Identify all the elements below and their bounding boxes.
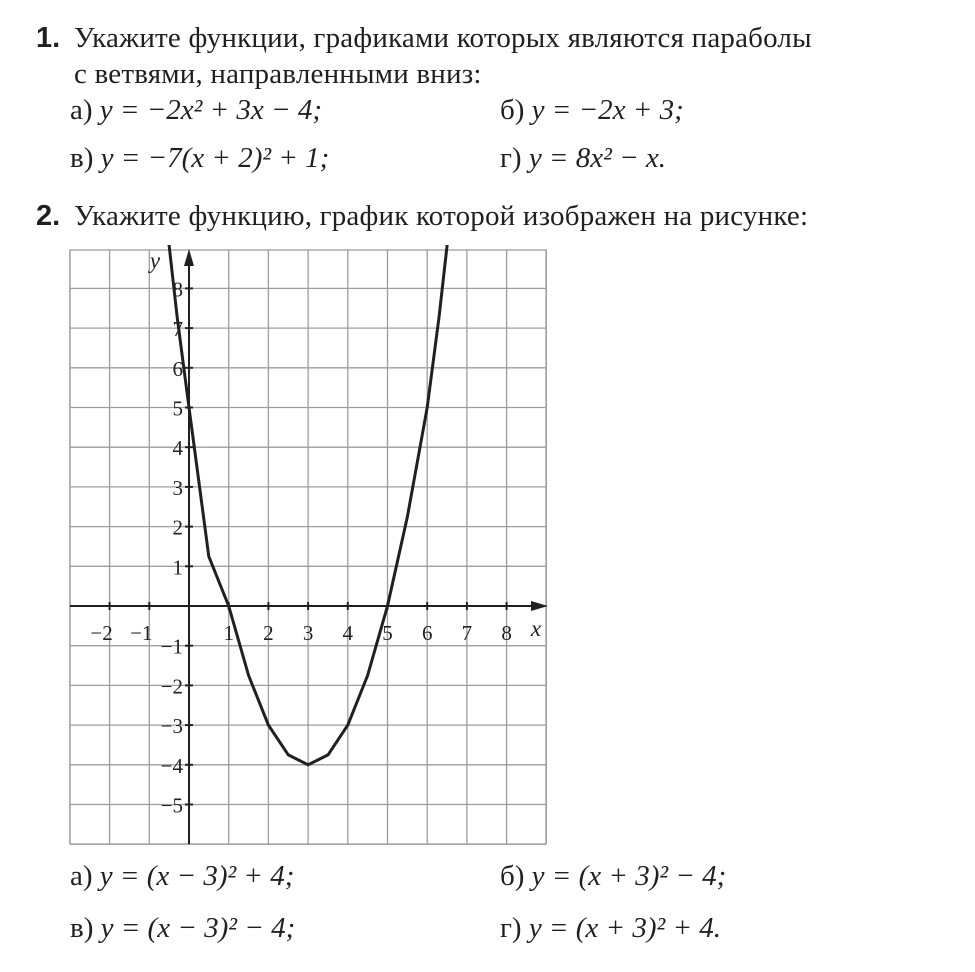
option-expression: y = (x − 3)² − 4;	[100, 912, 296, 944]
y-tick-label: −2	[160, 674, 183, 699]
x-tick-label: 4	[342, 621, 354, 645]
option-letter: а)	[70, 94, 93, 126]
problem-1-text-line-2: с ветвями, направленными вниз:	[74, 58, 482, 90]
y-tick-label: 5	[172, 396, 183, 421]
option-letter: а)	[70, 860, 93, 892]
x-tick-label: 5	[382, 621, 393, 645]
problem-2-option-a	[70, 860, 294, 893]
y-tick-label: 2	[172, 515, 183, 540]
y-axis-label: y	[149, 248, 161, 273]
y-tick-label: 6	[172, 356, 183, 381]
x-tick-label: 2	[263, 621, 274, 645]
x-tick-label: −2	[90, 621, 113, 645]
option-letter: в)	[70, 142, 94, 174]
y-axis-arrow	[184, 249, 194, 266]
option-expression: y = 8x² − x.	[528, 142, 667, 174]
x-tick-label: 1	[223, 621, 234, 645]
option-expression: y = −7(x + 2)² + 1;	[100, 142, 330, 174]
option-letter: в)	[70, 912, 94, 944]
x-tick-label: 7	[461, 621, 473, 645]
option-expression: y = (x + 3)² + 4.	[528, 912, 722, 944]
option-letter: б)	[500, 94, 525, 126]
y-tick-label: −5	[160, 793, 183, 818]
y-tick-label: −4	[160, 753, 183, 778]
x-tick-label: 3	[302, 621, 314, 645]
x-tick-label: −1	[130, 621, 153, 645]
problem-1-number: 1.	[36, 22, 61, 54]
y-tick-label: 8	[172, 277, 183, 302]
option-letter: б)	[500, 860, 525, 892]
x-axis-label: x	[530, 616, 542, 641]
option-letter: г)	[500, 912, 522, 944]
x-tick-label: 6	[421, 621, 433, 645]
option-expression: y = −2x + 3;	[531, 94, 684, 126]
y-tick-label: 7	[172, 317, 183, 342]
problem-1-text-line-1: Укажите функции, графиками которых являются параболы	[74, 22, 812, 54]
problem-2-number: 2.	[36, 200, 61, 232]
y-tick-label: −1	[160, 634, 183, 659]
option-expression: y = −2x² + 3x − 4;	[99, 94, 323, 126]
option-letter: г)	[500, 142, 522, 174]
problem-2-option-b	[500, 860, 726, 893]
problem-2-option-g	[500, 912, 721, 945]
option-expression: y = (x + 3)² − 4;	[531, 860, 727, 892]
y-tick-label: 4	[172, 436, 183, 461]
option-expression: y = (x − 3)² + 4;	[99, 860, 295, 892]
y-tick-label: 1	[172, 555, 183, 580]
grid	[70, 250, 546, 844]
problem-2-text-line-1: Укажите функцию, график которой изображен на рисунке:	[74, 200, 809, 232]
problem-2-option-v	[70, 912, 295, 945]
x-tick-label: 8	[501, 621, 512, 645]
y-tick-label: 3	[172, 475, 183, 500]
y-tick-label: −3	[160, 714, 183, 739]
